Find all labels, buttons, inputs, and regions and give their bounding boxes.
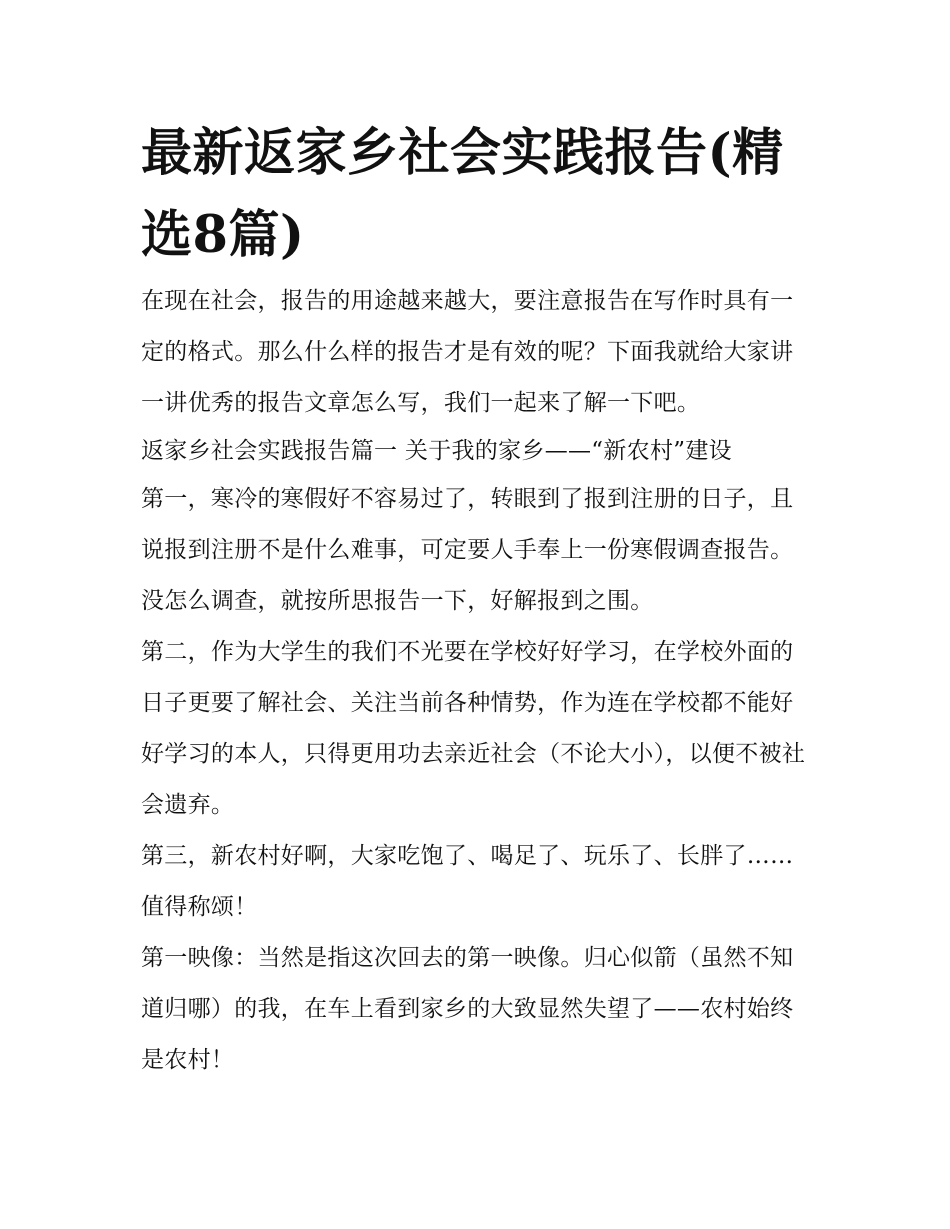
document-body (141, 276, 813, 1086)
paragraph-third: 第三，新农村好啊，大家吃饱了、喝足了、玩乐了、长胖了……值得称颂！ (141, 843, 794, 920)
paragraph-first: 第一，寒冷的寒假好不容易过了，转眼到了报到注册的日子，且说报到注册不是什么难事，可定要人手奉上一份寒假调查报告。没怎么调查，就按所思报告一下，好解报到之围。 (141, 486, 794, 614)
paragraph-second: 第二，作为大学生的我们不光要在学校好好学习，在学校外面的日子更要了解社会、关注当前各种情势，作为连在学校都不能好好学习的本人，只得更用功去亲近社会（不论大小），以便不被社会遗弃。 (141, 639, 806, 818)
document-title: 最新返家乡社会实践报告(精选8篇) (141, 123, 784, 265)
paragraph-intro: 在现在社会，报告的用途越来越大，要注意报告在写作时具有一定的格式。那么什么样的报告才是有效的呢？下面我就给大家讲一讲优秀的报告文章怎么写，我们一起来了解一下吧。 (141, 288, 794, 416)
paragraph-first-impression: 第一映像：当然是指这次回去的第一映像。归心似箭（虽然不知道归哪）的我，在车上看到家乡的大致显然失望了——农村始终是农村！ (141, 945, 794, 1073)
paragraph-section-heading: 返家乡社会实践报告篇一 关于我的家乡——“新农村”建设 (141, 438, 732, 464)
